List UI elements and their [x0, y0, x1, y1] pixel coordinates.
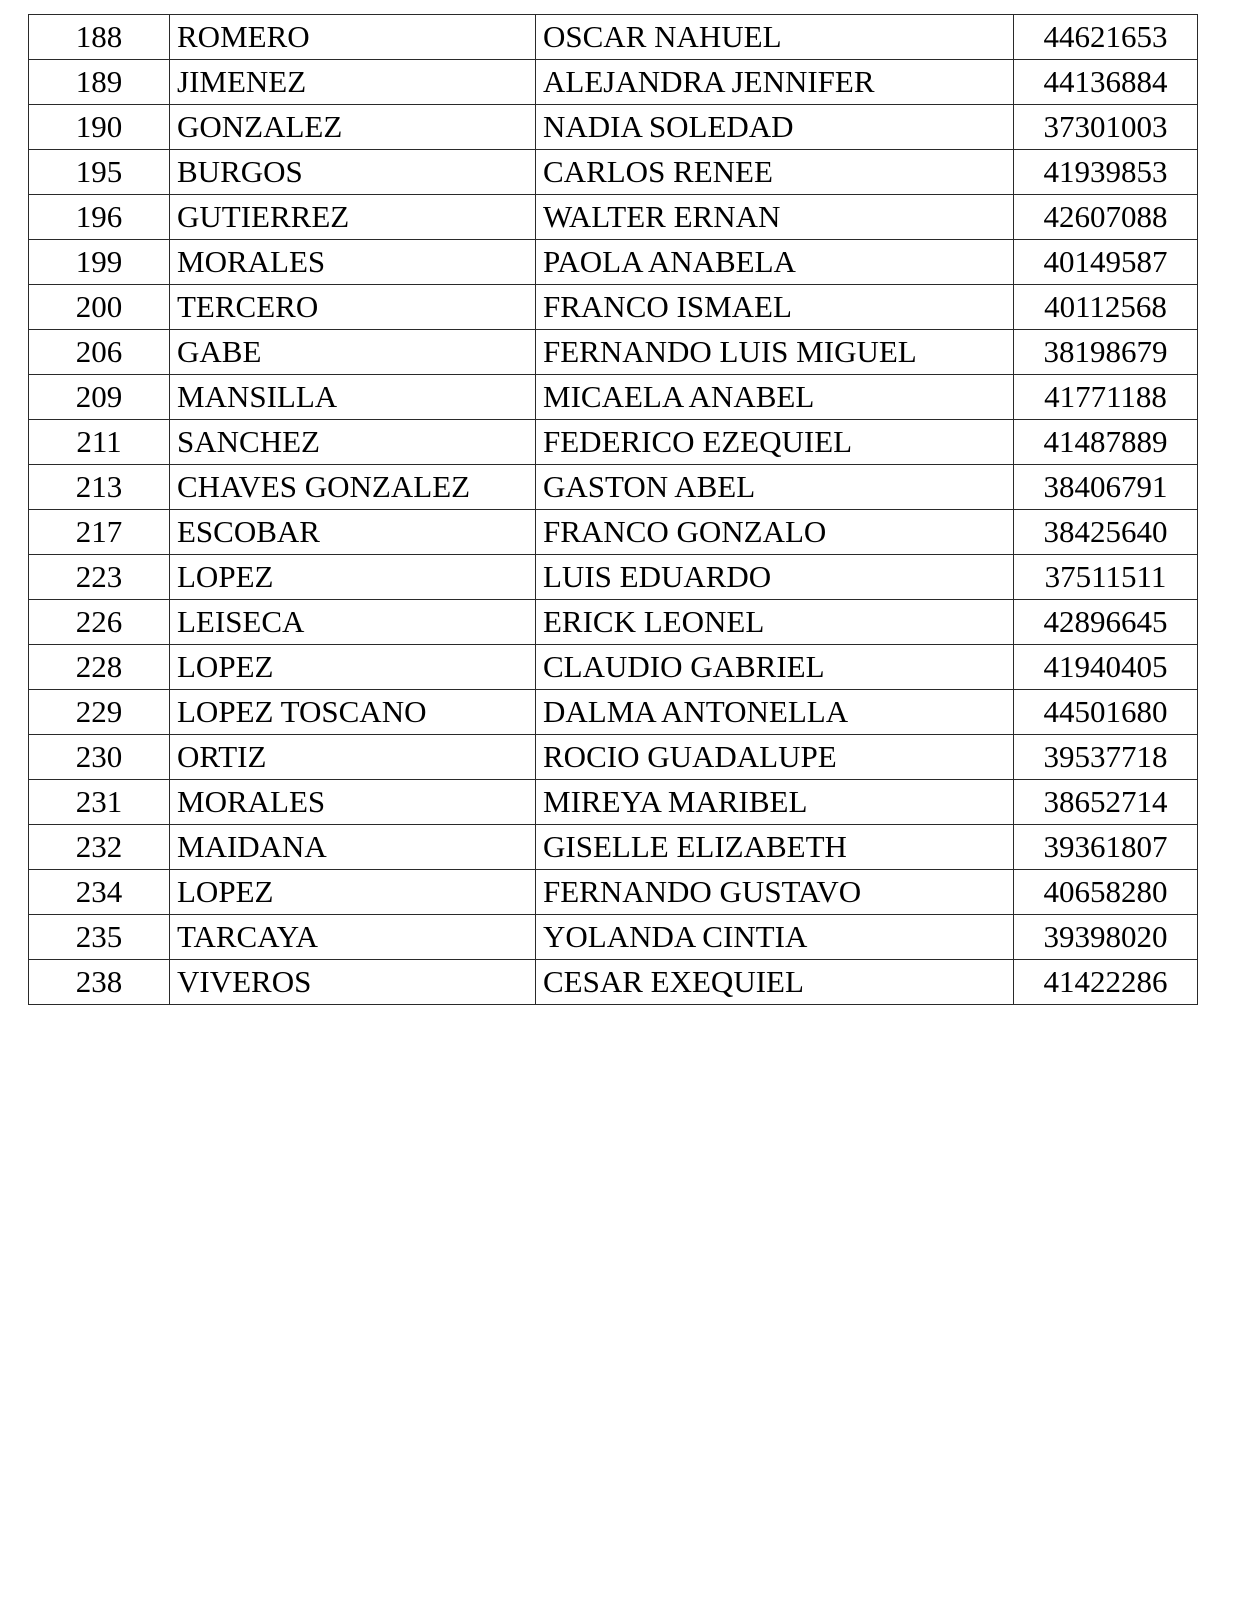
surname-cell: SANCHEZ — [170, 420, 536, 465]
table-row — [29, 15, 1198, 60]
surname-cell: ORTIZ — [170, 735, 536, 780]
row-number-cell: 196 — [29, 195, 170, 240]
surname-cell: LEISECA — [170, 600, 536, 645]
row-number-cell: 213 — [29, 465, 170, 510]
table-row — [29, 735, 1198, 780]
table-row — [29, 465, 1198, 510]
document-number-cell: 41771188 — [1014, 375, 1198, 420]
given-names-cell: OSCAR NAHUEL — [536, 15, 1014, 60]
surname-cell: LOPEZ — [170, 870, 536, 915]
given-names-cell: CESAR EXEQUIEL — [536, 960, 1014, 1005]
surname-cell: LOPEZ — [170, 555, 536, 600]
roster-table-body — [29, 15, 1198, 1005]
document-number-cell: 41487889 — [1014, 420, 1198, 465]
surname-cell: TERCERO — [170, 285, 536, 330]
roster-table — [28, 14, 1198, 1005]
row-number-cell: 234 — [29, 870, 170, 915]
row-number-cell: 190 — [29, 105, 170, 150]
document-number-cell: 38198679 — [1014, 330, 1198, 375]
given-names-cell: LUIS EDUARDO — [536, 555, 1014, 600]
table-row — [29, 60, 1198, 105]
surname-cell: GUTIERREZ — [170, 195, 536, 240]
given-names-cell: MIREYA MARIBEL — [536, 780, 1014, 825]
given-names-cell: FRANCO ISMAEL — [536, 285, 1014, 330]
row-number-cell: 229 — [29, 690, 170, 735]
table-row — [29, 690, 1198, 735]
row-number-cell: 195 — [29, 150, 170, 195]
row-number-cell: 232 — [29, 825, 170, 870]
table-row — [29, 960, 1198, 1005]
surname-cell: CHAVES GONZALEZ — [170, 465, 536, 510]
table-row — [29, 555, 1198, 600]
row-number-cell: 209 — [29, 375, 170, 420]
given-names-cell: FRANCO GONZALO — [536, 510, 1014, 555]
surname-cell: JIMENEZ — [170, 60, 536, 105]
given-names-cell: MICAELA ANABEL — [536, 375, 1014, 420]
table-row — [29, 645, 1198, 690]
row-number-cell: 200 — [29, 285, 170, 330]
given-names-cell: GASTON ABEL — [536, 465, 1014, 510]
given-names-cell: YOLANDA CINTIA — [536, 915, 1014, 960]
document-number-cell: 37511511 — [1014, 555, 1198, 600]
row-number-cell: 226 — [29, 600, 170, 645]
surname-cell: GONZALEZ — [170, 105, 536, 150]
document-number-cell: 41939853 — [1014, 150, 1198, 195]
surname-cell: ESCOBAR — [170, 510, 536, 555]
surname-cell: BURGOS — [170, 150, 536, 195]
document-number-cell: 41940405 — [1014, 645, 1198, 690]
given-names-cell: ROCIO GUADALUPE — [536, 735, 1014, 780]
document-number-cell: 40658280 — [1014, 870, 1198, 915]
row-number-cell: 211 — [29, 420, 170, 465]
given-names-cell: CLAUDIO GABRIEL — [536, 645, 1014, 690]
row-number-cell: 235 — [29, 915, 170, 960]
row-number-cell: 228 — [29, 645, 170, 690]
table-row — [29, 870, 1198, 915]
surname-cell: MAIDANA — [170, 825, 536, 870]
surname-cell: MORALES — [170, 780, 536, 825]
given-names-cell: PAOLA ANABELA — [536, 240, 1014, 285]
surname-cell: TARCAYA — [170, 915, 536, 960]
row-number-cell: 223 — [29, 555, 170, 600]
table-row — [29, 285, 1198, 330]
surname-cell: ROMERO — [170, 15, 536, 60]
table-row — [29, 600, 1198, 645]
given-names-cell: ERICK LEONEL — [536, 600, 1014, 645]
table-row — [29, 375, 1198, 420]
row-number-cell: 199 — [29, 240, 170, 285]
surname-cell: MORALES — [170, 240, 536, 285]
document-number-cell: 38425640 — [1014, 510, 1198, 555]
document-number-cell: 44136884 — [1014, 60, 1198, 105]
table-row — [29, 510, 1198, 555]
table-row — [29, 780, 1198, 825]
given-names-cell: WALTER ERNAN — [536, 195, 1014, 240]
table-row — [29, 240, 1198, 285]
table-row — [29, 150, 1198, 195]
document-number-cell: 40149587 — [1014, 240, 1198, 285]
row-number-cell: 231 — [29, 780, 170, 825]
given-names-cell: FEDERICO EZEQUIEL — [536, 420, 1014, 465]
document-number-cell: 44501680 — [1014, 690, 1198, 735]
document-number-cell: 40112568 — [1014, 285, 1198, 330]
given-names-cell: NADIA SOLEDAD — [536, 105, 1014, 150]
row-number-cell: 189 — [29, 60, 170, 105]
table-row — [29, 195, 1198, 240]
document-number-cell: 44621653 — [1014, 15, 1198, 60]
document-number-cell: 39398020 — [1014, 915, 1198, 960]
given-names-cell: CARLOS RENEE — [536, 150, 1014, 195]
document-number-cell: 41422286 — [1014, 960, 1198, 1005]
given-names-cell: FERNANDO GUSTAVO — [536, 870, 1014, 915]
document-number-cell: 42896645 — [1014, 600, 1198, 645]
row-number-cell: 206 — [29, 330, 170, 375]
surname-cell: GABE — [170, 330, 536, 375]
given-names-cell: ALEJANDRA JENNIFER — [536, 60, 1014, 105]
surname-cell: MANSILLA — [170, 375, 536, 420]
row-number-cell: 238 — [29, 960, 170, 1005]
table-row — [29, 420, 1198, 465]
row-number-cell: 230 — [29, 735, 170, 780]
surname-cell: LOPEZ TOSCANO — [170, 690, 536, 735]
document-number-cell: 42607088 — [1014, 195, 1198, 240]
surname-cell: LOPEZ — [170, 645, 536, 690]
row-number-cell: 188 — [29, 15, 170, 60]
given-names-cell: DALMA ANTONELLA — [536, 690, 1014, 735]
table-row — [29, 915, 1198, 960]
given-names-cell: GISELLE ELIZABETH — [536, 825, 1014, 870]
table-row — [29, 825, 1198, 870]
row-number-cell: 217 — [29, 510, 170, 555]
table-row — [29, 105, 1198, 150]
given-names-cell: FERNANDO LUIS MIGUEL — [536, 330, 1014, 375]
document-number-cell: 37301003 — [1014, 105, 1198, 150]
document-number-cell: 39361807 — [1014, 825, 1198, 870]
document-number-cell: 39537718 — [1014, 735, 1198, 780]
surname-cell: VIVEROS — [170, 960, 536, 1005]
table-row — [29, 330, 1198, 375]
document-number-cell: 38652714 — [1014, 780, 1198, 825]
document-number-cell: 38406791 — [1014, 465, 1198, 510]
